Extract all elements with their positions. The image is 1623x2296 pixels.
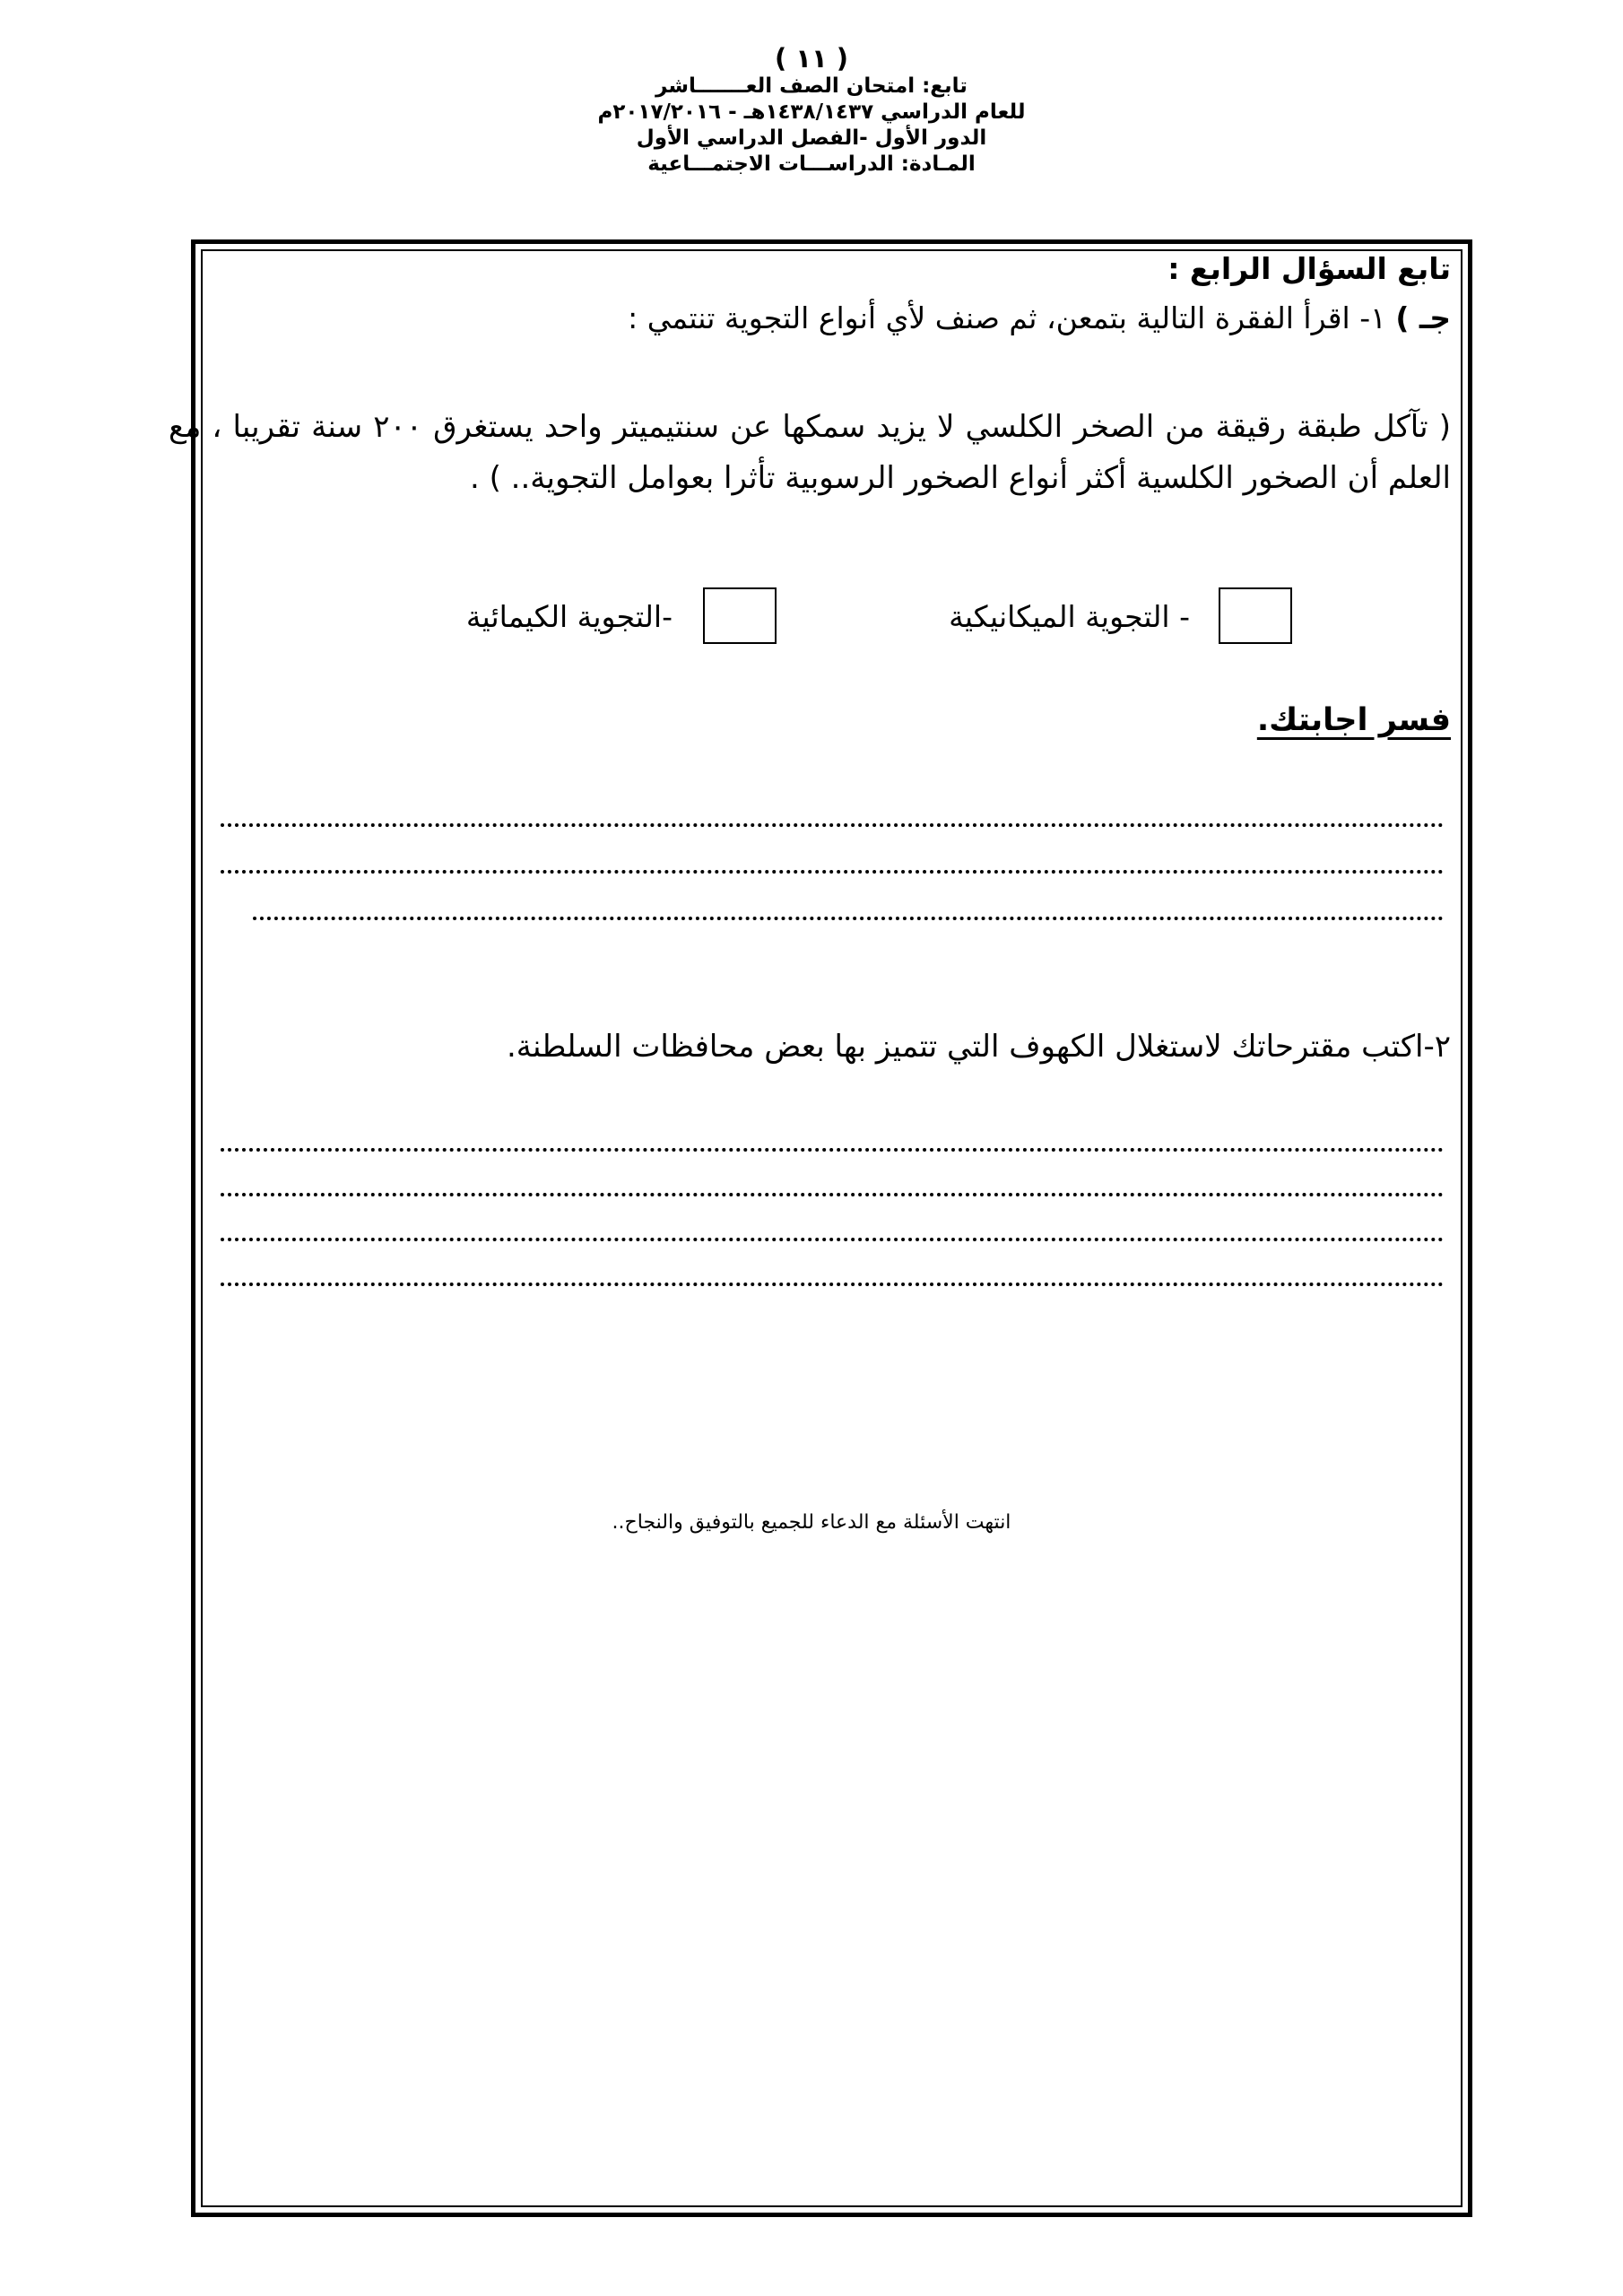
answer-line[interactable]: [221, 870, 1444, 874]
header-academic-year: للعام الدراسي ١٤٣٨/١٤٣٧هـ - ٢٠١٧/٢٠١٦م: [597, 100, 1026, 124]
closing-note: انتهت الأسئلة مع الدعاء للجميع بالتوفيق والنجاح..: [612, 1511, 1011, 1534]
header-exam-title: تابع: امتحان الصف العـــــــاشر: [655, 74, 968, 98]
question-1: [628, 300, 1451, 335]
reading-passage: ( تآكل طبقة رقيقة من الصخر الكلسي لا يزيد سمكها عن سنتيميتر واحد يستغرق ٢٠٠ سنة تقريبا ، مع العلم أن الصخور الكلسية أكثر أنواع الصخور الرسوبية تأثرا بعوامل التجوية.. ) .: [169, 409, 1452, 496]
answer-line[interactable]: [221, 1238, 1444, 1241]
question-letter: جـ ): [1395, 300, 1451, 335]
answer-line[interactable]: [221, 1148, 1444, 1152]
mechanical-weathering-label: - التجوية الميكانيكية: [949, 599, 1190, 634]
page-border: [191, 239, 1472, 2217]
exam-header: [0, 43, 1623, 178]
answer-line[interactable]: [253, 917, 1444, 920]
page-number: ( ١١ ): [774, 43, 849, 74]
header-subject: المـادة: الدراســـات الاجتمـــاعية: [647, 152, 976, 176]
question-2: ٢-اكتب مقترحاتك لاستغلال الكهوف التي تتميز بها بعض محافظات السلطنة.: [506, 1029, 1451, 1065]
chemical-weathering-checkbox[interactable]: [703, 587, 777, 644]
explain-answer-label: فسر اجابتك.: [1256, 702, 1451, 738]
answer-line[interactable]: [221, 823, 1444, 827]
header-term: الدور الأول -الفصل الدراسي الأول: [636, 126, 987, 150]
answer-line[interactable]: [221, 1283, 1444, 1286]
answer-line[interactable]: [221, 1193, 1444, 1196]
page-border-inner: [201, 249, 1462, 2207]
chemical-weathering-label: -التجوية الكيمائية: [465, 599, 673, 634]
mechanical-weathering-checkbox[interactable]: [1219, 587, 1292, 644]
section-title: تابع السؤال الرابع :: [1167, 251, 1451, 286]
question-1-text: ١- اقرأ الفقرة التالية بتمعن، ثم صنف لأي أنواع التجوية تنتمي :: [628, 300, 1386, 335]
